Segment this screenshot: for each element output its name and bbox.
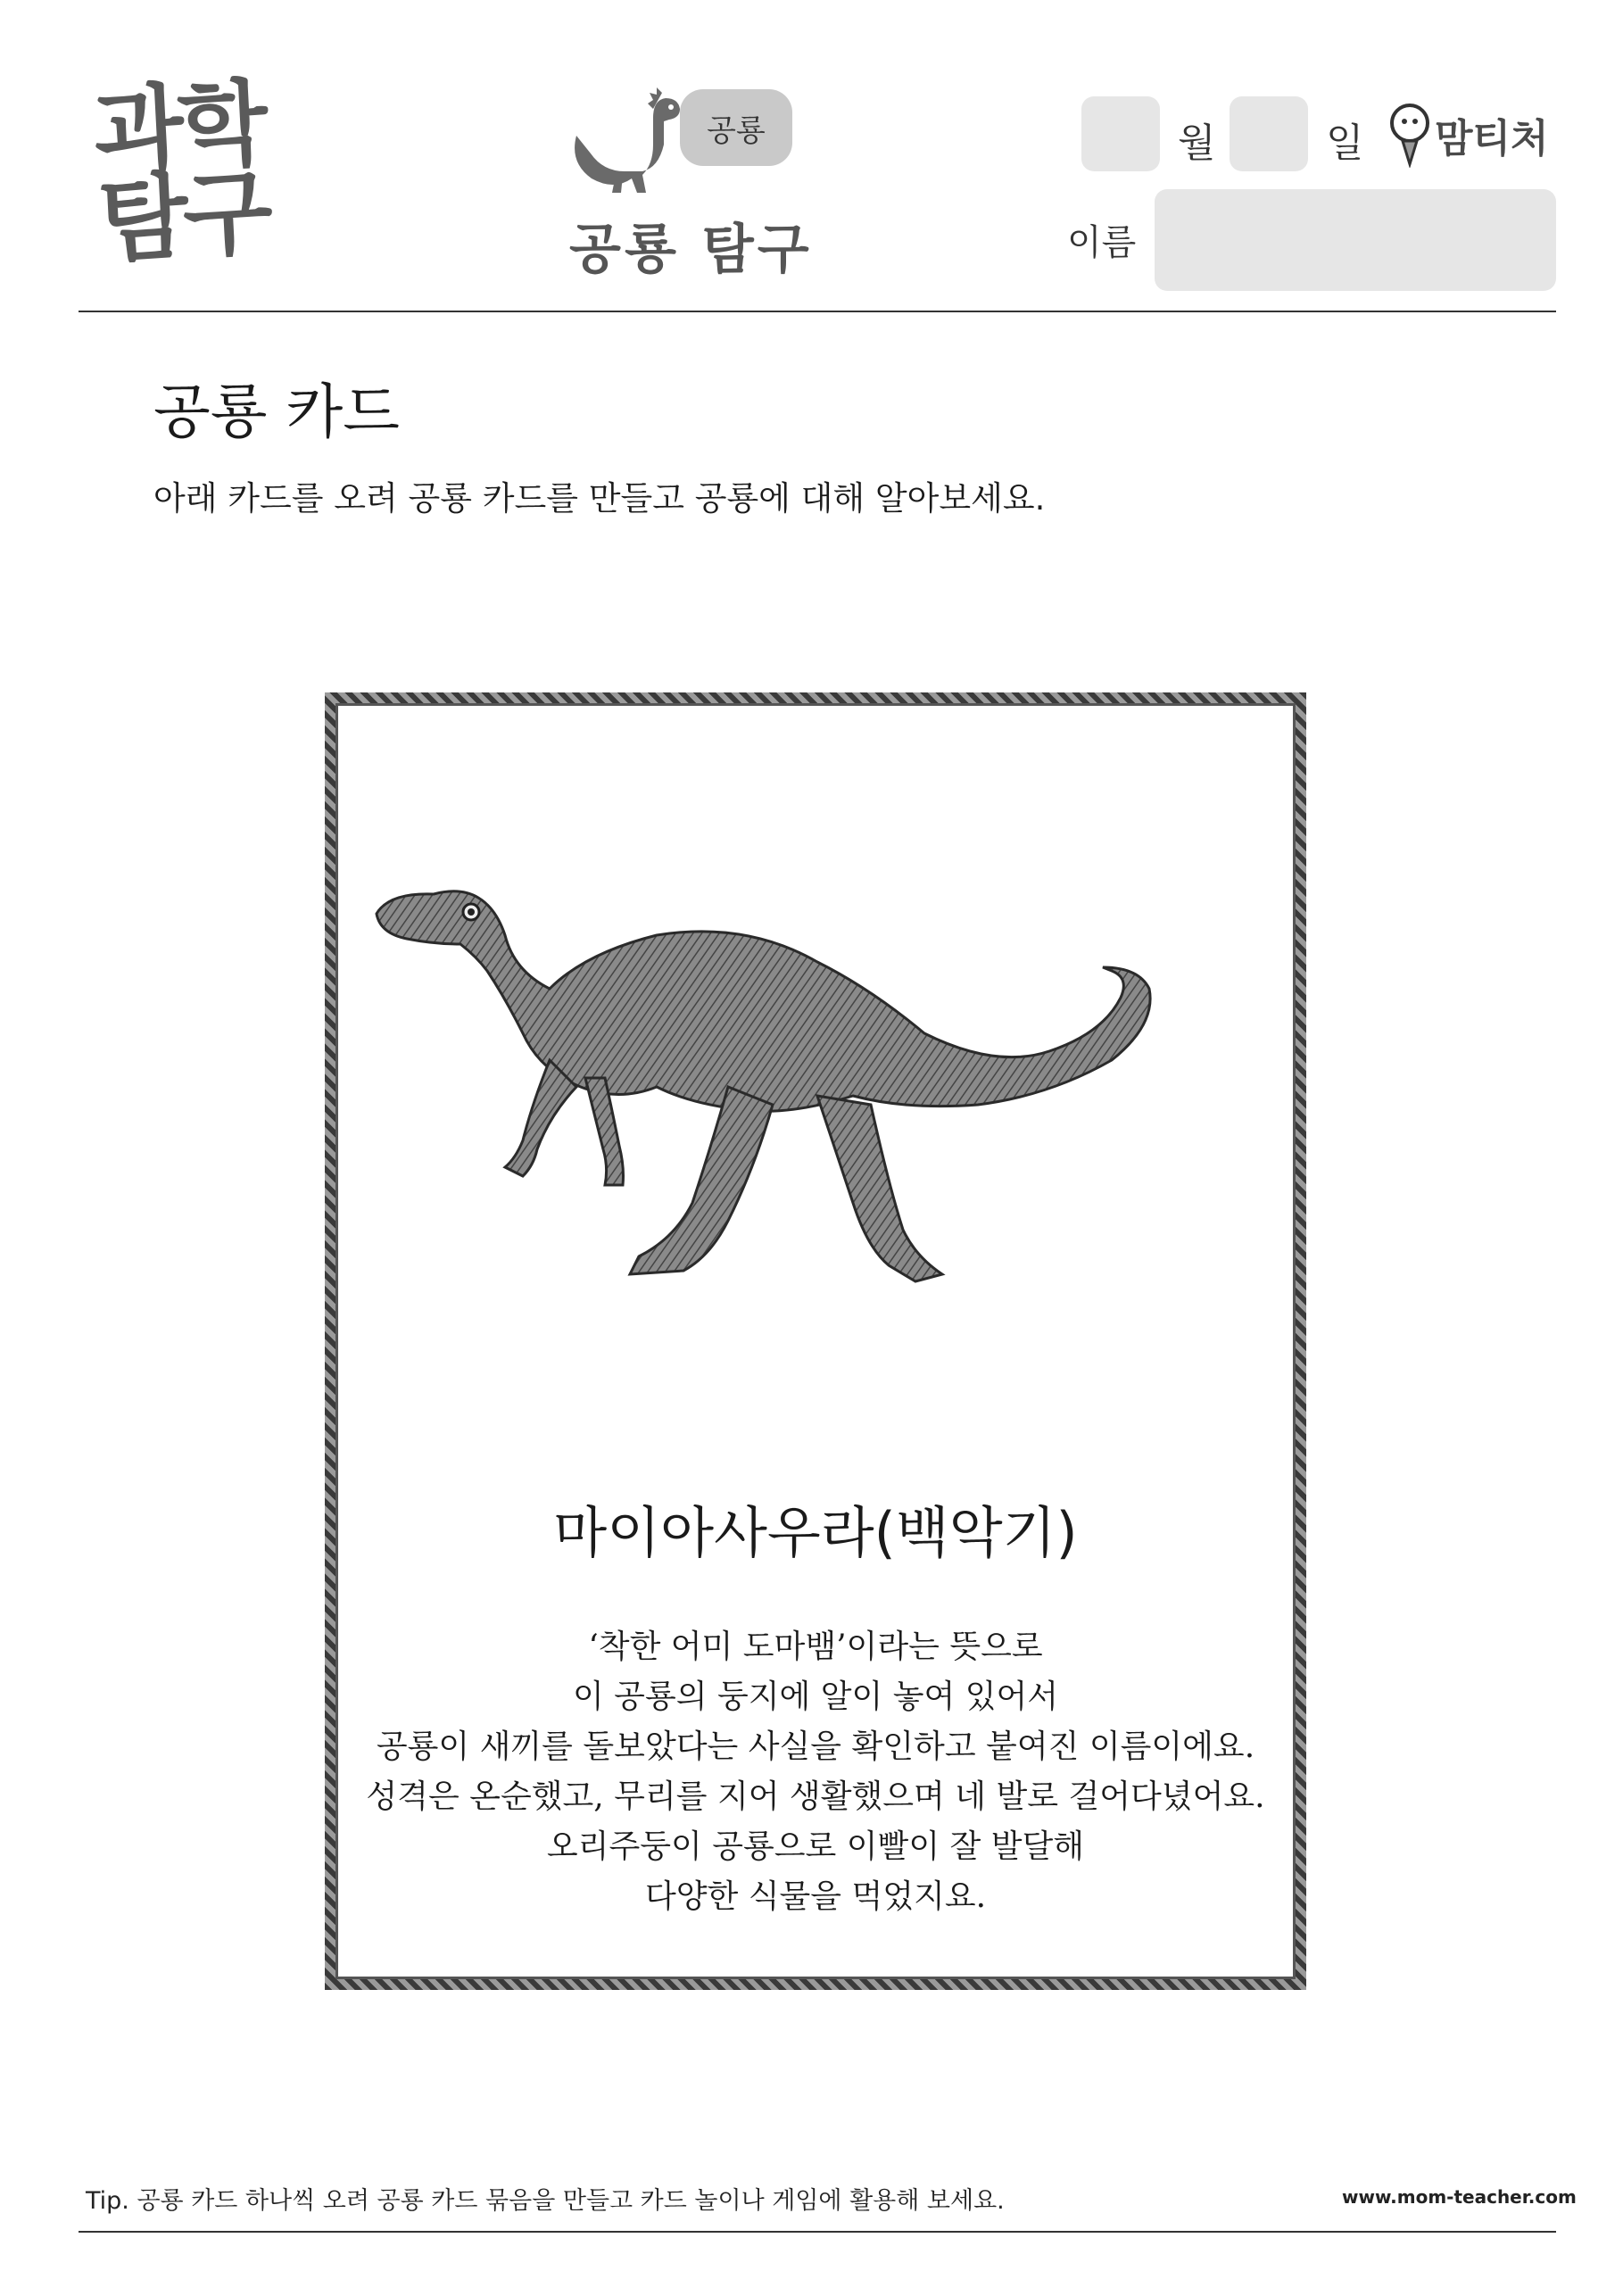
dinosaur-card [325,692,1306,1990]
description-line: ‘착한 어미 도마뱀’이라는 뜻으로 [588,1629,1043,1665]
description-line: 오리주둥이 공룡으로 이빨이 잘 발달해 [546,1828,1085,1865]
description-line: 다양한 식물을 먹었지요. [644,1878,987,1915]
dinosaur-icon [560,82,685,198]
topic-title: 공룡 탐구 [569,219,813,281]
brand-logo [1388,96,1560,168]
name-field[interactable] [1155,189,1556,291]
section-title: 공룡 카드 [153,377,401,446]
dinosaur-name: 마이아사우라(백악기) [553,1500,1078,1565]
maiasaura-illustration [371,882,1272,1328]
description-line: 이 공룡의 둥지에 알이 놓여 있어서 [572,1678,1059,1715]
brand-name: 맘티처 [1435,116,1549,162]
tip-text: Tip. 공룡 카드 하나씩 오려 공룡 카드 묶음을 만들고 카드 놀이나 게임에 활용해 보세요. [86,2187,1005,2215]
description-line: 성격은 온순했고, 무리를 지어 생활했으며 네 발로 걸어다녔어요. [366,1778,1265,1815]
logo-line-1: 과학 [91,68,266,186]
month-field[interactable] [1081,96,1160,171]
topic-badge-label: 공룡 [707,112,766,149]
dinosaur-description [335,1622,1296,1922]
worksheet-logo [91,68,288,276]
day-field[interactable] [1230,96,1308,171]
month-label: 월 [1178,120,1216,166]
header-divider [79,311,1556,312]
topic-badge [680,89,792,166]
brand-mascot-icon [1388,96,1560,168]
footer-divider [79,2231,1556,2233]
description-line: 공룡이 새끼를 돌보았다는 사실을 확인하고 붙여진 이름이에요. [376,1728,1255,1765]
site-url: www.mom-teacher.com [1342,2186,1577,2208]
logo-line-2: 탐구 [95,157,270,276]
name-label: 이름 [1067,222,1137,263]
instruction-text: 아래 카드를 오려 공룡 카드를 만들고 공룡에 대해 알아보세요. [153,479,1046,518]
day-label: 일 [1326,120,1364,166]
